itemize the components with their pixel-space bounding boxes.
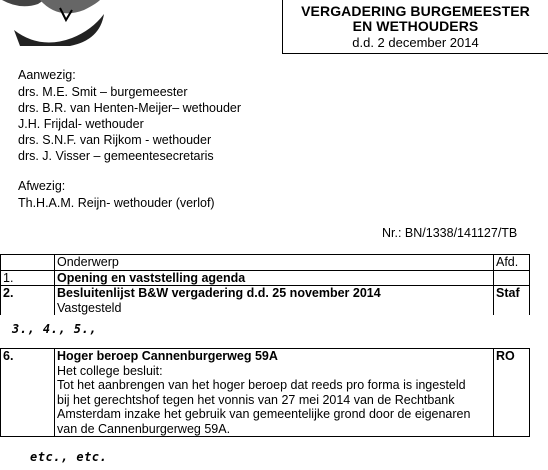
table-row — [1, 349, 530, 437]
item-number-text: 6. — [3, 349, 14, 363]
municipality-logo — [0, 0, 120, 46]
header-title-line1: VERGADERING BURGEMEESTER — [301, 3, 530, 19]
present-name: drs. B.R. van Henten-Meijer– wethouder — [18, 101, 242, 115]
item-dept — [494, 286, 530, 316]
item-subject-title: Hoger beroep Cannenburgerweg 59A — [57, 349, 278, 363]
present-name: drs. M.E. Smit – burgemeester — [18, 85, 188, 99]
item-line: Tot het aanbrengen van het hoger beroep dat reeds pro forma is ingesteld — [57, 378, 466, 392]
item-dept-text: RO — [496, 349, 515, 363]
item-subject — [55, 349, 494, 437]
header-date: d.d. 2 december 2014 — [352, 35, 479, 50]
table-row — [1, 286, 530, 316]
item-detail: Vastgesteld — [57, 300, 122, 315]
header-cell-number — [1, 255, 55, 271]
present-label: Aanwezig: — [18, 68, 76, 82]
table-header-row — [1, 255, 530, 271]
item-line: van de Cannenburgerweg 59A. — [57, 421, 231, 436]
item-number-text: 2. — [3, 286, 14, 300]
header-cell-subject: Onderwerp — [55, 255, 494, 271]
item-subject — [55, 270, 494, 286]
item-line: Amsterdam inzake het gebruik van gemeentelijke grond door de eigenaren — [57, 407, 471, 421]
header-title-line2: EN WETHOUDERS — [352, 18, 479, 34]
item-line: bij het gerechtshof tegen het vonnis van 27 mei 2014 van de Rechtbank — [57, 392, 455, 407]
item-number — [1, 349, 55, 437]
absent-name: Th.H.A.M. Reijn- wethouder (verlof) — [18, 196, 215, 210]
item-subject — [55, 286, 494, 316]
meeting-header — [282, 0, 548, 54]
item-line: Het college besluit: — [57, 363, 163, 378]
present-name: drs. S.N.F. van Rijkom - wethouder — [18, 133, 212, 147]
agenda-table — [0, 254, 530, 316]
header-cell-dept: Afd. — [494, 255, 530, 271]
handwritten-annotation: etc., etc. — [30, 450, 108, 464]
item-dept — [494, 349, 530, 437]
absent-label: Afwezig: — [18, 179, 66, 193]
item-subject-title: Opening en vaststelling agenda — [57, 270, 246, 285]
present-name: J.H. Frijdal- wethouder — [18, 117, 144, 131]
agenda-table-continued — [0, 348, 530, 437]
handwritten-annotation: 3., 4., 5., — [12, 322, 97, 336]
item-number — [1, 286, 55, 316]
item-dept-text: Staf — [496, 286, 520, 300]
present-name: drs. J. Visser – gemeentesecretaris — [18, 149, 214, 163]
item-dept — [494, 270, 530, 286]
reference-number: Nr.: BN/1338/141127/TB — [382, 226, 518, 240]
item-number: 1. — [1, 270, 55, 286]
item-subject-title: Besluitenlijst B&W vergadering d.d. 25 november 2014 — [57, 286, 381, 300]
table-row — [1, 270, 530, 286]
